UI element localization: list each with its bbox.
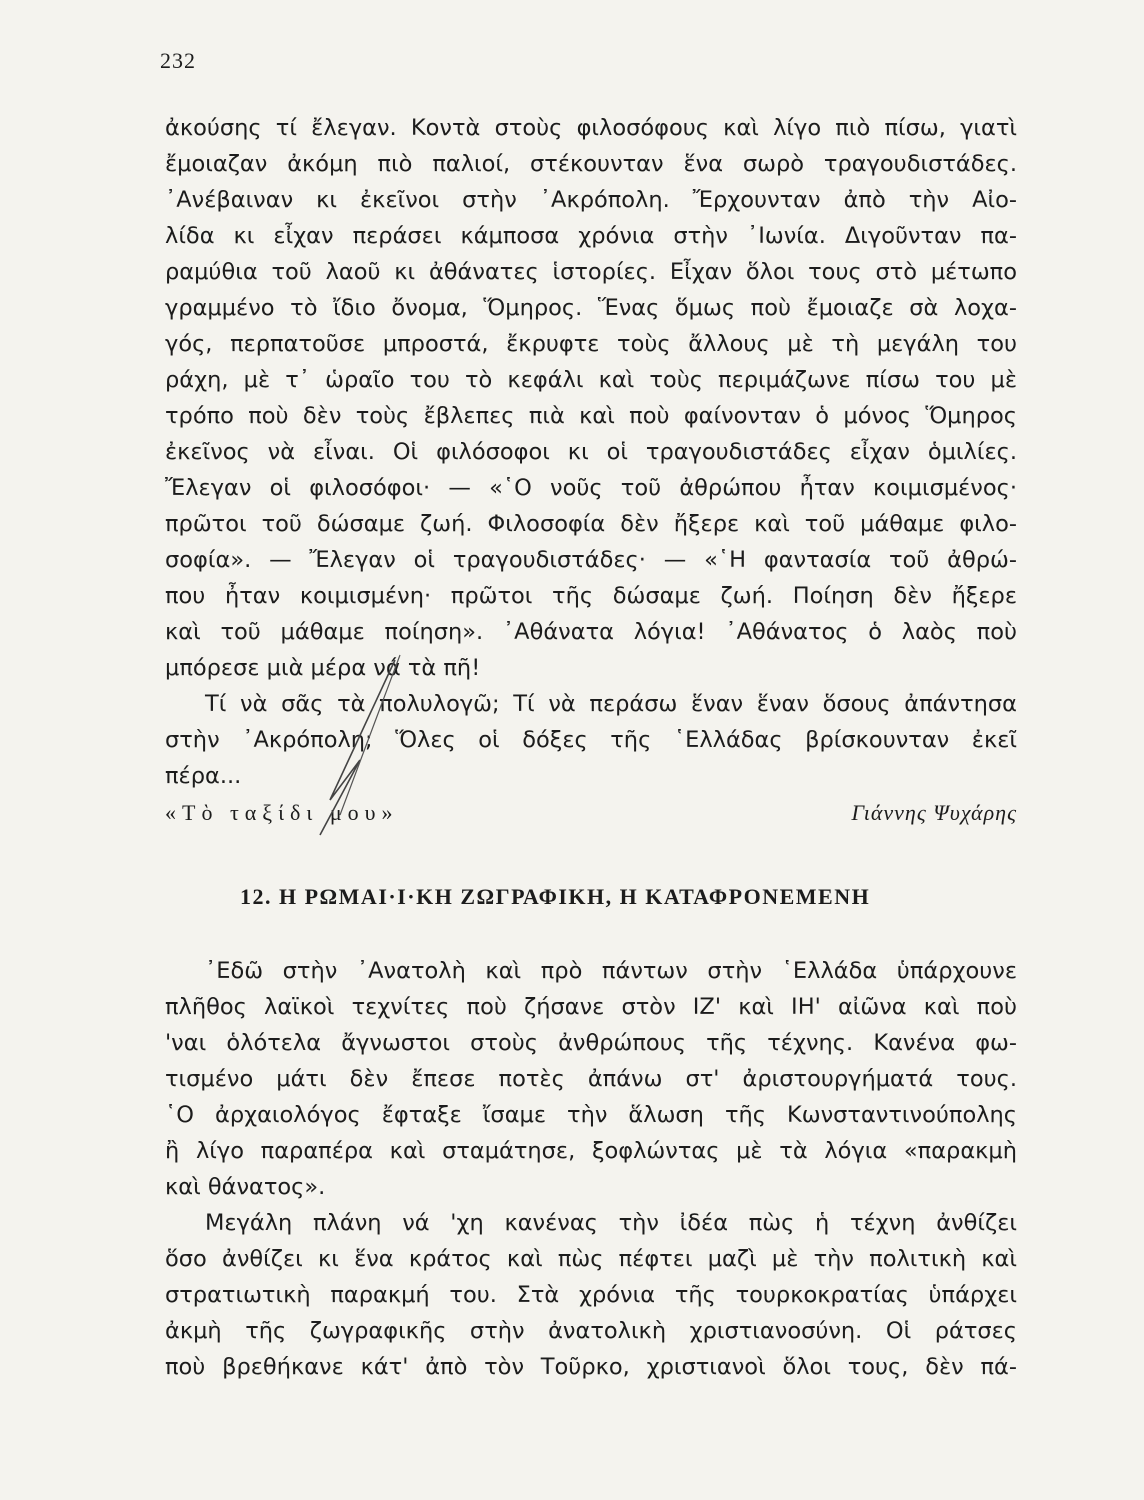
- text-line: ἀκούσης τί ἔλεγαν. Κοντὰ στοὺς φιλοσόφους καὶ λίγο πιὸ πίσω, γιατὶ: [165, 115, 1017, 141]
- text-line: ραμύθια τοῦ λαοῦ κι ἀθάνατες ἱστορίες. Εἶχαν ὅλοι τους στὸ μέτωπο: [165, 259, 1017, 285]
- text-line: ἀκμὴ τῆς ζωγραφικῆς στὴν ἀνατολικὴ χριστιανοσύνη. Οἱ ράτσες: [165, 1318, 1017, 1344]
- source-title: «Τὸ ταξίδι μου»: [165, 800, 399, 825]
- text-line: στὴν ᾿Ακρόπολη; Ὅλες οἱ δόξες τῆς ῾Ελλάδας βρίσκουνταν ἐκεῖ: [165, 727, 1017, 753]
- text-line: 'ναι ὁλότελα ἄγνωστοι στοὺς ἀνθρώπους τῆς τέχνης. Κανένα φω-: [165, 1030, 1017, 1056]
- text-line: ἐκεῖνος νὰ εἶναι. Οἱ φιλόσοφοι κι οἱ τραγουδιστάδες εἶχαν ὁμιλίες.: [165, 439, 1017, 465]
- section-heading: 12. Η ΡΩΜΑΙ·Ι·ΚΗ ΖΩΓΡΑΦΙΚΗ, Η ΚΑΤΑΦΡΟΝΕΜΕΝΗ: [240, 884, 871, 909]
- text-line: ᾿Εδῶ στὴν ᾿Ανατολὴ καὶ πρὸ πάντων στὴν ῾Ελλάδα ὑπάρχουνε: [205, 958, 1017, 984]
- text-line: σοφία». — Ἔλεγαν οἱ τραγουδιστάδες· — «῾Η φαντασία τοῦ ἀθρώ-: [165, 547, 1017, 573]
- pen-scribble-mark: [300, 650, 420, 840]
- text-line: μπόρεσε μιὰ μέρα νά τὰ πῆ!: [165, 655, 481, 681]
- text-line: ποὺ βρεθήκανε κάτ' ἀπὸ τὸν Τοῦρκο, χριστιανοὶ ὅλοι τους, δὲν πά-: [165, 1354, 1017, 1380]
- text-line: γραμμένο τὸ ἴδιο ὄνομα, Ὅμηρος. Ἕνας ὅμως ποὺ ἔμοιαζε σὰ λοχα-: [165, 295, 1017, 321]
- page-number: 232: [160, 48, 196, 73]
- text-line: ῾Ο ἀρχαιολόγος ἔφταξε ἴσαμε τὴν ἅλωση τῆς Κωνσταντινούπολης: [165, 1102, 1017, 1128]
- text-line: τισμένο μάτι δὲν ἔπεσε ποτὲς ἀπάνω στ' ἀριστουργήματά τους.: [165, 1066, 1017, 1092]
- text-line: καὶ θάνατος».: [165, 1174, 326, 1200]
- text-line: Τί νὰ σᾶς τὰ πολυλογῶ; Τί νὰ περάσω ἕναν ἕναν ὅσους ἀπάντησα: [205, 691, 1017, 717]
- text-line: καὶ τοῦ μάθαμε ποίηση». ᾿Αθάνατα λόγια! ᾿Αθάνατος ὁ λαὸς ποὺ: [165, 619, 1017, 645]
- text-line: που ἦταν κοιμισμένη· πρῶτοι τῆς δώσαμε ζωή. Ποίηση δὲν ἤξερε: [165, 583, 1017, 609]
- text-line: πλῆθος λαϊκοὶ τεχνίτες ποὺ ζήσανε στὸν ΙΖ' καὶ ΙΗ' αἰῶνα καὶ ποὺ: [165, 994, 1017, 1020]
- text-line: ὅσο ἀνθίζει κι ἕνα κράτος καὶ πὼς πέφτει μαζὶ μὲ τὴν πολιτικὴ καὶ: [165, 1246, 1017, 1272]
- text-line: πέρα...: [165, 763, 242, 789]
- text-line: στρατιωτικὴ παρακμή του. Στὰ χρόνια τῆς τουρκοκρατίας ὑπάρχει: [165, 1282, 1017, 1308]
- text-line: Ἔλεγαν οἱ φιλοσόφοι· — «῾Ο νοῦς τοῦ ἀθρώπου ἦταν κοιμισμένος·: [165, 475, 1017, 501]
- source-author: Γιάννης Ψυχάρης: [851, 800, 1017, 825]
- text-line: ράχη, μὲ τ᾿ ὡραῖο του τὸ κεφάλι καὶ τοὺς περιμάζωνε πίσω του μὲ: [165, 367, 1017, 393]
- text-line: ᾿Ανέβαιναν κι ἐκεῖνοι στὴν ᾿Ακρόπολη. Ἔρχουνταν ἀπὸ τὴν Αἰο-: [165, 187, 1017, 213]
- text-line: Μεγάλη πλάνη νά 'χη κανένας τὴν ἰδέα πὼς ἡ τέχνη ἀνθίζει: [205, 1210, 1017, 1236]
- source-citation: [165, 800, 1017, 832]
- text-line: ἔμοιαζαν ἀκόμη πιὸ παλιοί, στέκουνταν ἕνα σωρὸ τραγουδιστάδες.: [165, 151, 1017, 177]
- text-line: γός, περπατοῦσε μπροστά, ἔκρυφτε τοὺς ἄλλους μὲ τὴ μεγάλη του: [165, 331, 1017, 357]
- text-line: πρῶτοι τοῦ δώσαμε ζωή. Φιλοσοφία δὲν ἤξερε καὶ τοῦ μάθαμε φιλο-: [165, 511, 1017, 537]
- text-line: λίδα κι εἶχαν περάσει κάμποσα χρόνια στὴν ᾿Ιωνία. Διγοῦνταν πα-: [165, 223, 1017, 249]
- text-line: ἢ λίγο παραπέρα καὶ σταμάτησε, ξοφλώντας μὲ τὰ λόγια «παρακμὴ: [165, 1138, 1017, 1164]
- text-line: τρόπο ποὺ δὲν τοὺς ἔβλεπες πιὰ καὶ ποὺ φαίνονταν ὁ μόνος Ὅμηρος: [165, 403, 1017, 429]
